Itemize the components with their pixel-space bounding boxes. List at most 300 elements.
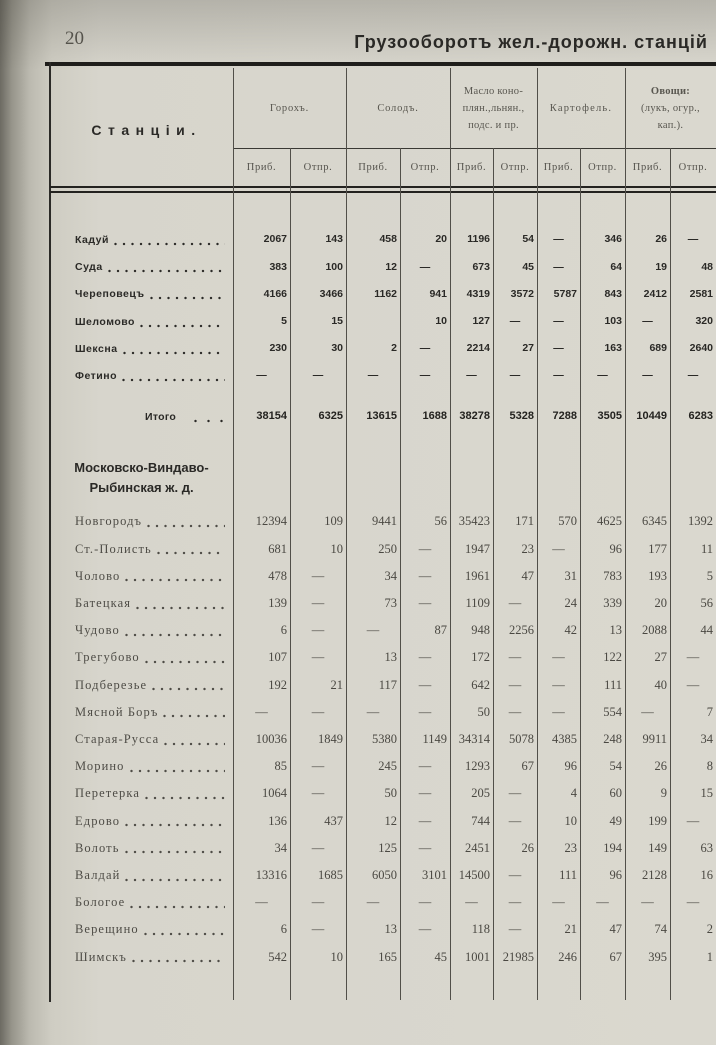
station-cell — [50, 508, 233, 535]
table-row — [50, 753, 716, 780]
value-cell: 2214 — [466, 342, 490, 355]
value-cell: — — [508, 596, 522, 610]
value-cell: 13 — [609, 623, 622, 638]
subheader-departures: Отпр. — [410, 161, 440, 173]
value-cell: 6 — [280, 922, 287, 937]
value-cell: 1961 — [465, 568, 490, 583]
group-label-line: (лукъ, огур., — [641, 102, 700, 114]
value-cell: 1849 — [318, 732, 343, 746]
value-cell: — — [311, 623, 325, 638]
group-label-line: Овощи: — [650, 85, 691, 97]
value-cell: 19 — [655, 260, 667, 273]
value-cell: — — [596, 895, 609, 910]
value-cell: — — [418, 596, 432, 610]
value-cell: — — [597, 369, 608, 382]
value-cell: 843 — [604, 287, 622, 300]
section-title — [50, 458, 233, 498]
value-cell: 60 — [609, 786, 622, 801]
value-cell: 4319 — [466, 287, 490, 300]
table-row — [50, 808, 716, 835]
value-cell: — — [418, 541, 432, 556]
value-cell: 1392 — [688, 514, 713, 529]
value-cell: 2128 — [642, 868, 667, 882]
value-cell: 10449 — [636, 410, 667, 423]
value-cell: 1947 — [465, 541, 490, 556]
value-cell: 783 — [603, 568, 622, 583]
subheader-departures: Отпр. — [303, 161, 333, 173]
value-cell: — — [686, 895, 700, 910]
value-cell: — — [509, 315, 521, 327]
value-cell: 250 — [378, 541, 397, 556]
station-name: Суда — [75, 261, 103, 274]
value-cell: 44 — [700, 623, 713, 638]
station-name: Волоть — [75, 840, 120, 855]
value-cell: 47 — [521, 568, 534, 583]
value-cell: 40 — [654, 677, 667, 692]
value-cell: 1001 — [465, 949, 490, 964]
value-cell: 163 — [604, 342, 622, 355]
value-cell: 63 — [700, 840, 713, 855]
value-cell: 2451 — [465, 840, 490, 855]
value-cell: — — [311, 704, 325, 719]
value-cell: 42 — [564, 623, 577, 638]
value-cell: — — [687, 233, 699, 246]
value-cell: — — [311, 759, 325, 774]
table-row — [50, 862, 716, 889]
value-cell: — — [687, 369, 699, 382]
value-cell: 103 — [604, 315, 622, 327]
station-cell — [50, 808, 233, 835]
station-name: Бологое — [75, 895, 126, 910]
value-cell: — — [418, 568, 432, 583]
table-row — [50, 226, 716, 253]
value-cell: — — [552, 677, 565, 692]
value-cell: — — [508, 868, 522, 882]
value-cell: 437 — [324, 813, 343, 828]
table-row — [50, 916, 716, 943]
station-cell — [50, 753, 233, 780]
value-cell: 56 — [434, 514, 447, 529]
value-cell: — — [256, 369, 267, 382]
value-cell: 681 — [268, 541, 287, 556]
value-cell: 21 — [330, 677, 343, 692]
value-cell: 50 — [477, 704, 490, 719]
value-cell: — — [553, 342, 564, 355]
table-row — [50, 835, 716, 862]
value-cell: 199 — [648, 813, 667, 828]
value-cell: — — [311, 568, 325, 583]
running-title: Грузооборотъ жел.-дорожн. станцій — [354, 32, 708, 52]
station-cell — [50, 226, 233, 253]
value-cell: — — [418, 922, 432, 937]
total-label: Итого — [145, 410, 177, 423]
value-cell: 1064 — [262, 786, 287, 801]
value-cell: — — [311, 922, 325, 937]
value-cell: — — [553, 233, 564, 246]
subheader-arrivals: Приб. — [456, 161, 487, 173]
station-name: Верещино — [75, 922, 139, 937]
dot-leader — [125, 578, 225, 582]
value-cell: 73 — [384, 596, 397, 610]
dot-leader — [108, 269, 225, 273]
table-row — [50, 699, 716, 726]
table-row — [50, 780, 716, 807]
value-cell: 172 — [471, 650, 490, 665]
value-cell: 34314 — [458, 732, 490, 746]
value-cell: — — [419, 260, 431, 273]
value-cell: — — [686, 650, 700, 665]
value-cell: 4166 — [263, 287, 287, 300]
station-name: Кадуй — [75, 233, 109, 246]
value-cell: 2088 — [642, 623, 667, 638]
value-cell: — — [642, 369, 653, 382]
table-row — [50, 672, 716, 699]
value-cell: — — [509, 369, 521, 382]
subheader-arrivals: Приб. — [246, 161, 277, 173]
group-label-line: подс. и пр. — [468, 119, 519, 131]
station-cell — [50, 590, 233, 617]
value-cell: — — [366, 895, 380, 910]
group-label-line: Солодъ. — [377, 102, 419, 114]
value-cell: 50 — [384, 786, 397, 801]
value-cell: 54 — [522, 233, 534, 246]
value-cell: 87 — [434, 623, 447, 638]
value-cell: — — [552, 895, 565, 910]
station-name: Едрово — [75, 813, 121, 828]
value-cell: 13615 — [366, 410, 397, 423]
value-cell: 2581 — [689, 287, 713, 300]
value-cell: — — [466, 369, 477, 382]
value-cell: — — [311, 840, 325, 855]
value-cell: — — [552, 650, 565, 665]
value-cell: — — [508, 650, 522, 665]
value-cell: — — [255, 895, 268, 910]
station-cell — [50, 889, 233, 916]
value-cell: 6283 — [688, 410, 713, 423]
value-cell: 6050 — [372, 868, 397, 882]
value-cell: 339 — [603, 596, 622, 610]
value-cell: — — [641, 704, 654, 719]
value-cell: 10 — [330, 949, 343, 964]
value-cell: 2067 — [263, 233, 287, 246]
station-name: Трегубово — [75, 650, 140, 665]
value-cell: 194 — [603, 840, 622, 855]
table-row — [50, 726, 716, 753]
value-cell: 7288 — [552, 410, 577, 423]
table-row — [50, 889, 716, 916]
subheader-arrivals: Приб. — [543, 161, 574, 173]
value-cell: 35423 — [458, 514, 490, 529]
table-row — [50, 590, 716, 617]
value-cell: 6345 — [642, 514, 667, 529]
value-cell: 149 — [648, 840, 667, 855]
station-cell — [50, 862, 233, 889]
group-label-line: Масло коно- — [463, 85, 524, 97]
station-name: Чолово — [75, 568, 121, 583]
dot-leader — [125, 633, 225, 637]
table-row — [50, 536, 716, 563]
value-cell: 1 — [706, 949, 713, 964]
value-cell: 1149 — [422, 732, 447, 746]
value-cell: 205 — [471, 786, 490, 801]
value-cell: 1293 — [465, 759, 490, 774]
value-cell: 8 — [706, 759, 713, 774]
value-cell: 31 — [564, 568, 577, 583]
section-title-line: Московско-Виндаво- — [74, 460, 209, 475]
value-cell: 117 — [378, 677, 397, 692]
dot-leader — [130, 905, 225, 909]
station-column-header: Станціи. — [91, 122, 202, 138]
value-cell: 245 — [378, 759, 397, 774]
value-cell: — — [419, 369, 431, 382]
station-cell — [50, 536, 233, 563]
value-cell: 12394 — [255, 514, 287, 529]
value-cell: — — [418, 813, 432, 828]
station-cell — [50, 672, 233, 699]
dot-leader — [136, 606, 225, 610]
value-cell: 478 — [268, 568, 287, 583]
value-cell: 96 — [564, 759, 577, 774]
station-name: Батецкая — [75, 596, 132, 611]
value-cell: — — [686, 677, 700, 692]
station-cell — [50, 916, 233, 943]
station-cell — [50, 617, 233, 644]
value-cell: 2412 — [643, 287, 667, 300]
value-cell: 23 — [521, 541, 534, 556]
value-cell: 5 — [706, 568, 713, 583]
dot-leader — [114, 242, 225, 246]
value-cell: 100 — [325, 260, 343, 273]
value-cell: 1109 — [465, 596, 490, 610]
station-cell — [50, 362, 233, 389]
station-name: Подберезье — [75, 677, 148, 692]
value-cell: 1685 — [318, 868, 343, 882]
station-cell — [50, 563, 233, 590]
value-cell: 2 — [391, 342, 397, 355]
station-cell — [50, 335, 233, 362]
dot-leader — [144, 932, 225, 936]
station-name: Мясной Боръ — [75, 704, 159, 719]
value-cell: 1162 — [374, 287, 397, 300]
value-cell: — — [418, 650, 432, 665]
value-cell: 15 — [700, 786, 713, 801]
dot-leader — [150, 296, 226, 300]
subheader-arrivals: Приб. — [632, 161, 663, 173]
station-name: Новгородъ — [75, 514, 143, 529]
value-cell: 1196 — [467, 233, 490, 246]
value-cell: 320 — [695, 315, 713, 327]
group-label-line: кап.). — [657, 119, 684, 131]
value-cell: 383 — [269, 260, 287, 273]
value-cell: 642 — [471, 677, 490, 692]
value-cell: 107 — [268, 650, 287, 665]
station-cell — [50, 281, 233, 308]
value-cell: 34 — [274, 840, 287, 855]
value-cell: 3466 — [319, 287, 343, 300]
value-cell: 15 — [331, 315, 343, 327]
value-cell: 26 — [655, 233, 667, 246]
station-name: Перетерка — [75, 786, 140, 801]
value-cell: 23 — [564, 840, 577, 855]
value-cell: 96 — [609, 541, 622, 556]
value-cell: 395 — [648, 949, 667, 964]
dot-leader — [140, 324, 225, 328]
subheader-departures: Отпр. — [500, 161, 530, 173]
value-cell: 10036 — [255, 732, 287, 746]
value-cell: 21 — [564, 922, 577, 937]
value-cell: 16 — [700, 868, 713, 882]
table-row — [50, 563, 716, 590]
station-name: Морино — [75, 759, 125, 774]
value-cell: — — [418, 677, 432, 692]
value-cell: 67 — [521, 759, 534, 774]
value-cell: 248 — [603, 732, 622, 746]
value-cell: — — [508, 895, 522, 910]
value-cell: 5787 — [553, 287, 577, 300]
group-label-line: плян.,льнян., — [462, 102, 525, 114]
value-cell: 9 — [660, 786, 667, 801]
table-row — [50, 944, 716, 971]
station-name: Фетино — [75, 369, 118, 382]
table-row — [50, 308, 716, 335]
value-cell: 941 — [429, 287, 447, 300]
value-cell: 96 — [609, 868, 622, 882]
dot-leader — [122, 378, 225, 382]
station-name: Шексна — [75, 342, 118, 355]
value-cell: 74 — [654, 922, 667, 937]
value-cell: 165 — [378, 949, 397, 964]
value-cell: 13316 — [255, 868, 287, 882]
value-cell: 34 — [384, 568, 397, 583]
subheader-arrivals: Приб. — [358, 161, 388, 173]
value-cell: 5328 — [509, 410, 534, 423]
value-cell: 122 — [603, 650, 622, 665]
value-cell: — — [508, 813, 522, 828]
subheader-departures: Отпр. — [678, 161, 708, 173]
value-cell: 136 — [268, 813, 287, 828]
value-cell: — — [641, 895, 654, 910]
value-cell: 49 — [609, 813, 622, 828]
value-cell: — — [311, 650, 325, 665]
value-cell: — — [552, 541, 565, 556]
station-cell — [50, 644, 233, 671]
value-cell: 38154 — [256, 410, 287, 423]
value-cell: 143 — [325, 233, 343, 246]
value-cell: — — [419, 342, 431, 355]
dot-leader — [125, 823, 225, 827]
value-cell: 26 — [654, 759, 667, 774]
group-label-line: Горохъ. — [269, 102, 310, 114]
value-cell: 26 — [521, 840, 534, 855]
value-cell: 3505 — [597, 410, 622, 423]
station-cell — [50, 780, 233, 807]
value-cell: 4 — [570, 786, 577, 801]
group-label-line: Картофель. — [549, 102, 613, 114]
dot-leader — [194, 419, 225, 423]
dot-leader — [164, 742, 225, 746]
table-row — [50, 644, 716, 671]
value-cell: 5078 — [509, 732, 534, 746]
value-cell: 45 — [434, 949, 447, 964]
dot-leader — [132, 959, 225, 963]
value-cell: 27 — [522, 342, 534, 355]
value-cell: 6325 — [318, 410, 343, 423]
value-cell: 230 — [269, 342, 287, 355]
value-cell: 192 — [268, 677, 287, 692]
value-cell: — — [553, 369, 564, 382]
value-cell: 542 — [268, 949, 287, 964]
value-cell — [346, 308, 400, 335]
value-cell: — — [508, 786, 522, 801]
station-cell — [50, 403, 233, 430]
value-cell: — — [552, 704, 565, 719]
value-cell: 193 — [648, 568, 667, 583]
value-cell: 30 — [331, 342, 343, 355]
value-cell: 2256 — [509, 623, 534, 638]
value-cell: — — [642, 315, 653, 327]
dot-leader — [145, 796, 225, 800]
value-cell: — — [508, 922, 522, 937]
table-row — [50, 362, 716, 389]
station-name: Череповецъ — [75, 288, 145, 301]
value-cell: — — [366, 704, 380, 719]
value-cell: 27 — [654, 650, 667, 665]
value-cell: 10 — [330, 541, 343, 556]
table-row — [50, 335, 716, 362]
value-cell: 246 — [558, 949, 577, 964]
value-cell: 2640 — [689, 342, 713, 355]
value-cell: 9911 — [642, 732, 667, 746]
value-cell: 127 — [472, 315, 490, 327]
value-cell: 56 — [700, 596, 713, 610]
value-cell: 12 — [384, 813, 397, 828]
value-cell: 346 — [604, 233, 622, 246]
value-cell: 21985 — [502, 949, 534, 964]
value-cell: 11 — [700, 541, 713, 556]
table-row — [50, 254, 716, 281]
value-cell: 64 — [610, 260, 622, 273]
dot-leader — [125, 878, 225, 882]
station-name: Ст.-Полисть — [75, 541, 152, 556]
value-cell: 118 — [471, 922, 490, 937]
value-cell: 14500 — [458, 868, 490, 882]
value-cell: — — [465, 895, 478, 910]
value-cell: — — [508, 704, 522, 719]
value-cell: 20 — [654, 596, 667, 610]
value-cell: — — [367, 369, 379, 382]
value-cell: 5 — [281, 315, 287, 327]
value-cell: 554 — [603, 704, 622, 719]
value-cell: 3101 — [422, 868, 447, 882]
value-cell: — — [418, 786, 432, 801]
value-cell: — — [418, 840, 432, 855]
value-cell: — — [553, 315, 564, 327]
station-name: Шимскъ — [75, 949, 127, 964]
value-cell: 13 — [384, 922, 397, 937]
value-cell: 673 — [472, 260, 490, 273]
value-cell: 4385 — [552, 732, 577, 746]
value-cell: 111 — [559, 868, 577, 882]
station-name: Чудово — [75, 623, 120, 638]
value-cell: 38278 — [459, 410, 490, 423]
station-name: Шеломово — [75, 315, 135, 328]
dot-leader — [125, 850, 225, 854]
value-cell: 45 — [522, 260, 534, 273]
value-cell: 67 — [609, 949, 622, 964]
value-cell: — — [508, 677, 522, 692]
value-cell: 458 — [379, 233, 397, 246]
value-cell: 3572 — [510, 287, 534, 300]
